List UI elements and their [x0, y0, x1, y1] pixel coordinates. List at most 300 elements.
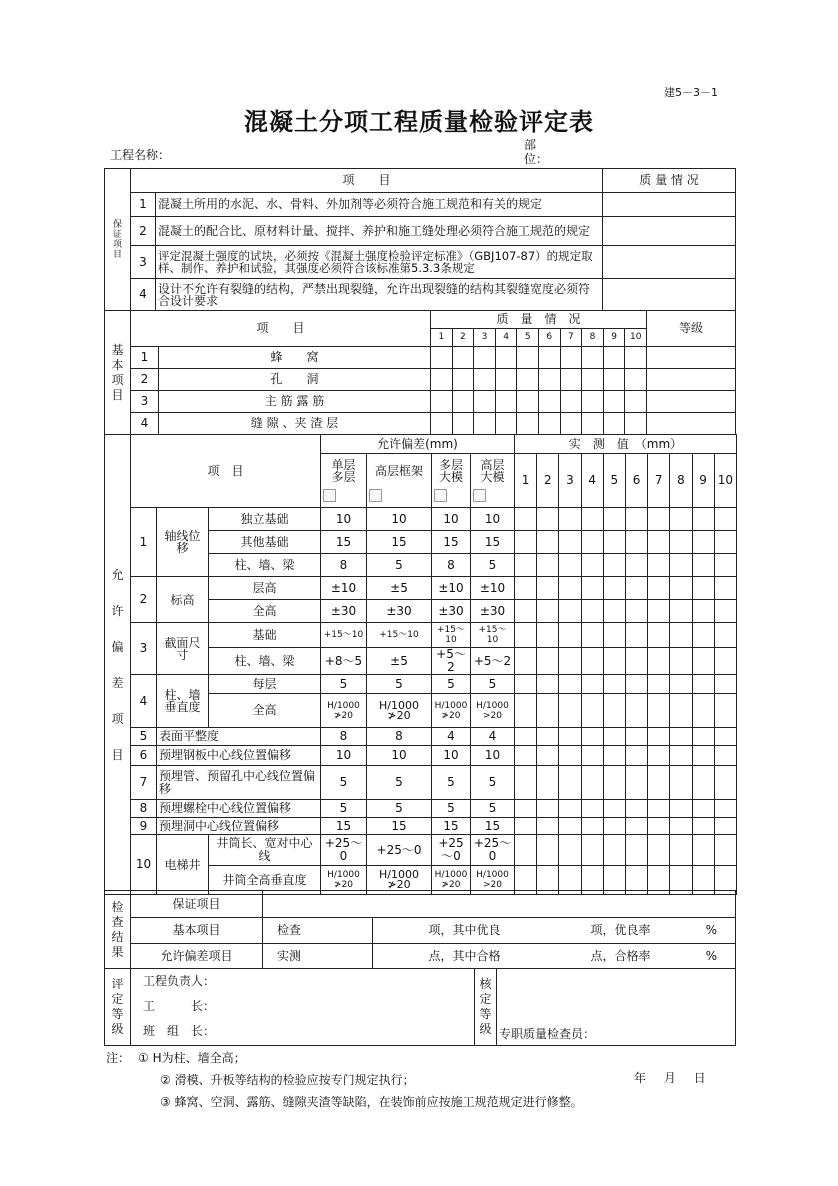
measured-cell[interactable] — [648, 508, 670, 531]
guarantee-result-field[interactable] — [263, 891, 736, 918]
measured-cell[interactable] — [670, 531, 692, 554]
measured-cell[interactable] — [692, 554, 714, 577]
allowed-value: +5～2 — [471, 648, 515, 675]
foreman-label: 工 长： — [143, 999, 216, 1013]
allowed-value: 10 — [471, 746, 515, 766]
quality-cell[interactable] — [517, 413, 539, 435]
measured-cell[interactable] — [692, 766, 714, 800]
col-item: 项 目 — [131, 311, 431, 347]
quality-cell[interactable] — [431, 347, 453, 369]
quality-cell[interactable] — [431, 391, 453, 413]
allowed-value: 5 — [367, 766, 432, 800]
measured-cell[interactable] — [714, 531, 736, 554]
measured-cell[interactable] — [714, 554, 736, 577]
allowed-value: 5 — [471, 554, 515, 577]
measured-cell[interactable] — [648, 554, 670, 577]
measured-cell[interactable] — [603, 623, 625, 648]
grade-cell[interactable] — [647, 413, 736, 435]
checkbox[interactable] — [473, 489, 486, 502]
measured-cell[interactable] — [537, 648, 559, 675]
quality-cell[interactable] — [603, 413, 625, 435]
quality-cell[interactable] — [495, 413, 517, 435]
allowed-value: 5 — [432, 766, 471, 800]
measured-cell[interactable] — [670, 694, 692, 728]
measured-cell[interactable] — [515, 623, 537, 648]
quality-cell[interactable] — [517, 369, 539, 391]
page-title: 混凝土分项工程质量检验评定表 — [244, 108, 594, 136]
measured-cell[interactable] — [670, 648, 692, 675]
measured-cell[interactable] — [581, 600, 603, 623]
allowed-value: ±10 — [432, 577, 471, 600]
item-name: 其他基础 — [209, 531, 321, 554]
col-number: 3 — [559, 454, 581, 508]
measured-cell[interactable] — [670, 675, 692, 694]
grade-cell[interactable] — [647, 369, 736, 391]
measured-cell[interactable] — [670, 766, 692, 800]
measured-cell[interactable] — [692, 508, 714, 531]
measured-cell[interactable] — [670, 600, 692, 623]
measured-cell[interactable] — [670, 554, 692, 577]
measured-cell[interactable] — [537, 818, 559, 835]
measured-cell[interactable] — [581, 508, 603, 531]
measured-cell[interactable] — [581, 577, 603, 600]
measured-cell[interactable] — [581, 746, 603, 766]
measured-cell[interactable] — [581, 648, 603, 675]
item-group: 标高 — [157, 577, 209, 623]
measured-cell[interactable] — [537, 508, 559, 531]
allowed-value: 10 — [432, 746, 471, 766]
allowed-value: 8 — [321, 554, 367, 577]
allowed-value: 15 — [367, 818, 432, 835]
measured-cell[interactable] — [714, 800, 736, 818]
measured-cell[interactable] — [581, 818, 603, 835]
measured-cell[interactable] — [559, 648, 581, 675]
measured-cell[interactable] — [515, 600, 537, 623]
item-name: 预埋螺栓中心线位置偏移 — [157, 800, 321, 818]
measured-cell[interactable] — [603, 577, 625, 600]
measured-cell[interactable] — [625, 600, 647, 623]
allowed-value: ±5 — [367, 648, 432, 675]
col-number: 8 — [582, 329, 604, 347]
measured-cell[interactable] — [559, 531, 581, 554]
item-group: 截面尺寸 — [157, 623, 209, 675]
notes-prefix: 注： — [106, 1051, 131, 1065]
col-number: 2 — [452, 329, 474, 347]
allowed-value: 5 — [367, 554, 432, 577]
quality-cell[interactable] — [625, 347, 647, 369]
measured-cell[interactable] — [515, 694, 537, 728]
measured-cell[interactable] — [515, 835, 537, 866]
basic-item: 主 筋 露 筋 — [159, 391, 431, 413]
row-no: 7 — [131, 766, 157, 800]
measured-cell[interactable] — [537, 577, 559, 600]
measured-cell[interactable] — [581, 728, 603, 746]
measured-cell[interactable] — [559, 835, 581, 866]
quality-cell[interactable] — [495, 369, 517, 391]
measured-cell[interactable] — [692, 531, 714, 554]
excellent-count-label: 项，其中优良 — [373, 918, 503, 944]
measured-cell[interactable] — [559, 800, 581, 818]
measured-cell[interactable] — [581, 800, 603, 818]
quality-cell[interactable] — [474, 347, 496, 369]
quality-cell[interactable] — [582, 347, 604, 369]
measured-cell[interactable] — [625, 818, 647, 835]
measured-cell[interactable] — [625, 554, 647, 577]
measured-cell[interactable] — [625, 694, 647, 728]
measured-cell[interactable] — [692, 728, 714, 746]
allowed-value: +15～10 — [471, 623, 515, 648]
measured-cell[interactable] — [625, 648, 647, 675]
measured-cell[interactable] — [559, 554, 581, 577]
measured-cell[interactable] — [581, 675, 603, 694]
measured-cell[interactable] — [603, 600, 625, 623]
guarantee-item: 混凝土所用的水泥、水、骨料、外加剂等必须符合施工规范和有关的规定 — [156, 193, 603, 217]
measured-cell[interactable] — [603, 728, 625, 746]
measured-cell[interactable] — [625, 800, 647, 818]
quality-cell[interactable] — [560, 391, 582, 413]
measured-cell[interactable] — [625, 675, 647, 694]
allowed-value: ±10 — [471, 577, 515, 600]
measured-cell[interactable] — [559, 694, 581, 728]
row-no: 2 — [131, 217, 156, 246]
verify-grade-label: 核定等级 — [475, 969, 497, 1046]
quality-cell[interactable] — [495, 347, 517, 369]
measured-cell[interactable] — [559, 600, 581, 623]
measured-cell[interactable] — [515, 800, 537, 818]
allowed-value: 15 — [471, 818, 515, 835]
measured-cell[interactable] — [692, 675, 714, 694]
measured-cell[interactable] — [670, 800, 692, 818]
tolerance-table — [104, 434, 737, 895]
quality-cell[interactable] — [603, 246, 736, 279]
guarantee-item: 混凝土的配合比、原材料计量、搅拌、养护和施工缝处理必须符合施工规范的规定 — [156, 217, 603, 246]
basic-items-label: 基本项目 — [131, 918, 263, 944]
measured-cell[interactable] — [537, 746, 559, 766]
pass-rate-label: 点，合格率 — [503, 944, 653, 969]
measured-cell[interactable] — [648, 835, 670, 866]
measured-cell[interactable] — [515, 746, 537, 766]
quality-cell[interactable] — [582, 413, 604, 435]
row-no: 1 — [131, 193, 156, 217]
part-label: 部位： — [524, 138, 549, 166]
measured-cell[interactable] — [581, 766, 603, 800]
measured-cell[interactable] — [559, 577, 581, 600]
measured-cell[interactable] — [648, 531, 670, 554]
measured-cell[interactable] — [603, 800, 625, 818]
allowed-value: 5 — [321, 800, 367, 818]
doc-code: 建5－3－1 — [664, 86, 718, 99]
measured-cell[interactable] — [603, 694, 625, 728]
col-number: 4 — [495, 329, 517, 347]
guarantee-item: 评定混凝土强度的试块，必须按《混凝土强度检验评定标准》（GBJ107-87）的规定取样、制作、养护和试验，其强度必须符合该标准第5.3.3条规定 — [156, 246, 603, 279]
quality-cell[interactable] — [538, 413, 560, 435]
item-name: 每层 — [209, 675, 321, 694]
measured-cell[interactable] — [625, 746, 647, 766]
measured-cell[interactable] — [648, 818, 670, 835]
row-no: 2 — [131, 577, 157, 623]
measured-cell[interactable] — [648, 800, 670, 818]
allowed-value: 10 — [321, 746, 367, 766]
item-name: 预埋洞中心线位置偏移 — [157, 818, 321, 835]
col-number: 1 — [431, 329, 453, 347]
quality-cell[interactable] — [560, 413, 582, 435]
allowed-value: 5 — [471, 800, 515, 818]
measured-cell[interactable] — [625, 531, 647, 554]
measured-cell[interactable] — [537, 728, 559, 746]
quality-cell[interactable] — [452, 413, 474, 435]
allowed-value: +15～10 — [432, 623, 471, 648]
quality-cell[interactable] — [452, 391, 474, 413]
allowed-value: 15 — [321, 818, 367, 835]
quality-cell[interactable] — [538, 347, 560, 369]
structure-type-header: 高层大模 — [471, 454, 515, 488]
measured-cell[interactable] — [559, 728, 581, 746]
item-name: 柱、墙、梁 — [209, 648, 321, 675]
measured-cell[interactable] — [515, 508, 537, 531]
measured-cell[interactable] — [692, 694, 714, 728]
guarantee-table — [104, 168, 736, 311]
measured-cell[interactable] — [648, 746, 670, 766]
date-label: 年 月 日 — [634, 1071, 706, 1085]
col-number: 3 — [474, 329, 496, 347]
guarantee-item: 设计不允许有裂缝的结构，严禁出现裂缝，允许出现裂缝的结构其裂缝宽度必须符合设计要求 — [156, 279, 603, 311]
measured-cell[interactable] — [648, 600, 670, 623]
measured-cell[interactable] — [559, 508, 581, 531]
measured-cell[interactable] — [648, 648, 670, 675]
checkbox[interactable] — [434, 489, 447, 502]
item-name: 层高 — [209, 577, 321, 600]
item-name: 全高 — [209, 600, 321, 623]
quality-cell[interactable] — [474, 391, 496, 413]
measured-cell[interactable] — [714, 508, 736, 531]
measured-cell[interactable] — [714, 648, 736, 675]
allowed-value: 10 — [471, 508, 515, 531]
measured-cell[interactable] — [714, 746, 736, 766]
measured-cell[interactable] — [515, 648, 537, 675]
measured-cell[interactable] — [603, 766, 625, 800]
measured-cell[interactable] — [625, 766, 647, 800]
measured-cell[interactable] — [581, 623, 603, 648]
item-name: 井筒全高垂直度 — [209, 866, 321, 895]
measured-cell[interactable] — [714, 835, 736, 866]
measured-cell[interactable] — [648, 577, 670, 600]
item-name: 全高 — [209, 694, 321, 728]
basic-item: 缝 隙 、夹 渣 层 — [159, 413, 431, 435]
quality-cell[interactable] — [560, 369, 582, 391]
quality-cell[interactable] — [431, 369, 453, 391]
measured-cell[interactable] — [581, 531, 603, 554]
allowed-value: 15 — [367, 531, 432, 554]
measured-cell[interactable] — [625, 577, 647, 600]
measured-cell[interactable] — [648, 694, 670, 728]
allowed-value: +25～0 — [321, 835, 367, 866]
measured-cell[interactable] — [625, 508, 647, 531]
measured-cell[interactable] — [692, 648, 714, 675]
quality-cell[interactable] — [538, 369, 560, 391]
measured-cell[interactable] — [537, 531, 559, 554]
measured-cell[interactable] — [692, 746, 714, 766]
measured-cell[interactable] — [648, 766, 670, 800]
measured-cell[interactable] — [537, 554, 559, 577]
measured-cell[interactable] — [714, 766, 736, 800]
item-name: 柱、墙、梁 — [209, 554, 321, 577]
measured-cell[interactable] — [603, 508, 625, 531]
allowed-value: +5～2 — [432, 648, 471, 675]
checkbox[interactable] — [369, 489, 382, 502]
item-name: 预埋管、预留孔中心线位置偏移 — [157, 766, 321, 800]
measured-cell[interactable] — [515, 766, 537, 800]
measured-cell[interactable] — [559, 818, 581, 835]
allowed-value: H/1000 ≯20 — [321, 694, 367, 728]
measured-cell[interactable] — [515, 577, 537, 600]
measured-cell[interactable] — [537, 835, 559, 866]
allowed-value: ±30 — [432, 600, 471, 623]
measured-cell[interactable] — [537, 600, 559, 623]
measured-cell[interactable] — [625, 835, 647, 866]
quality-cell[interactable] — [560, 347, 582, 369]
quality-cell[interactable] — [495, 391, 517, 413]
measured-cell[interactable] — [537, 766, 559, 800]
measured-cell[interactable] — [714, 728, 736, 746]
quality-cell[interactable] — [603, 369, 625, 391]
item-name: 井筒长、宽对中心线 — [209, 835, 321, 866]
signature-area[interactable] — [131, 969, 475, 1046]
measured-cell[interactable] — [603, 675, 625, 694]
structure-type-header: 高层框架 — [367, 454, 432, 488]
tolerance-items-label: 允许偏差项目 — [131, 944, 263, 969]
measured-cell[interactable] — [559, 675, 581, 694]
measured-cell[interactable] — [670, 508, 692, 531]
quality-cell[interactable] — [603, 347, 625, 369]
row-no: 3 — [131, 246, 156, 279]
measured-cell[interactable] — [714, 675, 736, 694]
col-item: 项 目 — [131, 435, 321, 508]
measured-cell[interactable] — [603, 554, 625, 577]
col-number: 8 — [670, 454, 692, 508]
measured-cell[interactable] — [603, 818, 625, 835]
quality-cell[interactable] — [452, 347, 474, 369]
percent-sign: % — [653, 918, 736, 944]
quality-cell[interactable] — [625, 391, 647, 413]
quality-cell[interactable] — [452, 369, 474, 391]
measured-cell[interactable] — [670, 818, 692, 835]
allowed-value: 4 — [471, 728, 515, 746]
measured-cell[interactable] — [515, 675, 537, 694]
grade-cell[interactable] — [647, 391, 736, 413]
results-table — [104, 890, 736, 969]
grade-cell[interactable] — [647, 347, 736, 369]
inspector-label: 专职质量检查员： — [499, 1027, 596, 1041]
measured-cell[interactable] — [515, 531, 537, 554]
structure-type-checkbox-cell — [367, 488, 432, 508]
quality-cell[interactable] — [582, 391, 604, 413]
measured-cell[interactable] — [692, 800, 714, 818]
allowed-value: +25～0 — [367, 835, 432, 866]
allowed-value: H/1000 ≯20 — [432, 866, 471, 895]
measured-cell[interactable] — [692, 600, 714, 623]
checkbox[interactable] — [323, 489, 336, 502]
measured-cell[interactable] — [581, 554, 603, 577]
allowed-value: +15～10 — [367, 623, 432, 648]
measured-cell[interactable] — [648, 623, 670, 648]
col-number: 5 — [517, 329, 539, 347]
quality-cell[interactable] — [582, 369, 604, 391]
item-group: 电梯井 — [157, 835, 209, 895]
col-grade: 等级 — [647, 311, 736, 347]
row-no: 10 — [131, 835, 157, 895]
measured-cell[interactable] — [515, 728, 537, 746]
measured-cell[interactable] — [692, 577, 714, 600]
measured-cell[interactable] — [692, 623, 714, 648]
measured-cell[interactable] — [537, 800, 559, 818]
measured-cell[interactable] — [714, 600, 736, 623]
measured-cell[interactable] — [625, 728, 647, 746]
measured-cell[interactable] — [559, 746, 581, 766]
measured-cell[interactable] — [670, 623, 692, 648]
quality-cell[interactable] — [603, 193, 736, 217]
measured-cell[interactable] — [603, 835, 625, 866]
measured-cell[interactable] — [714, 818, 736, 835]
col-allowed-deviation: 允许偏差(mm) — [321, 435, 515, 454]
measured-cell[interactable] — [603, 746, 625, 766]
measured-cell[interactable] — [581, 694, 603, 728]
quality-cell[interactable] — [517, 391, 539, 413]
quality-cell[interactable] — [474, 413, 496, 435]
measured-cell[interactable] — [670, 746, 692, 766]
quality-cell[interactable] — [431, 413, 453, 435]
measured-cell[interactable] — [581, 835, 603, 866]
quality-cell[interactable] — [625, 413, 647, 435]
measured-cell[interactable] — [714, 623, 736, 648]
quality-cell[interactable] — [625, 369, 647, 391]
percent-sign: % — [653, 944, 736, 969]
measured-cell[interactable] — [603, 648, 625, 675]
measured-cell[interactable] — [670, 728, 692, 746]
measured-cell[interactable] — [537, 694, 559, 728]
measured-cell[interactable] — [603, 531, 625, 554]
measured-cell[interactable] — [714, 694, 736, 728]
measured-cell[interactable] — [537, 675, 559, 694]
measured-cell[interactable] — [559, 766, 581, 800]
quality-cell[interactable] — [603, 279, 736, 311]
col-number: 9 — [692, 454, 714, 508]
responsible-label: 工程负责人： — [143, 974, 216, 988]
measured-cell[interactable] — [648, 675, 670, 694]
measured-cell[interactable] — [670, 577, 692, 600]
measured-cell[interactable] — [714, 577, 736, 600]
quality-cell[interactable] — [603, 391, 625, 413]
guarantee-items-label: 保证项目 — [131, 891, 263, 918]
inspector-area[interactable] — [497, 969, 736, 1046]
measured-cell[interactable] — [625, 623, 647, 648]
measured-cell[interactable] — [559, 623, 581, 648]
allowed-value: 15 — [432, 818, 471, 835]
quality-cell[interactable] — [603, 217, 736, 246]
measured-cell[interactable] — [692, 818, 714, 835]
measured-cell[interactable] — [515, 818, 537, 835]
measured-cell[interactable] — [537, 623, 559, 648]
quality-cell[interactable] — [517, 347, 539, 369]
quality-cell[interactable] — [538, 391, 560, 413]
quality-cell[interactable] — [474, 369, 496, 391]
row-no: 1 — [131, 347, 159, 369]
note-2: ② 滑模、升板等结构的检验应按专门规定执行； — [160, 1073, 415, 1087]
measured-cell[interactable] — [670, 835, 692, 866]
measured-cell[interactable] — [692, 835, 714, 866]
col-number: 10 — [625, 329, 647, 347]
measured-cell[interactable] — [648, 728, 670, 746]
measured-cell[interactable] — [515, 554, 537, 577]
